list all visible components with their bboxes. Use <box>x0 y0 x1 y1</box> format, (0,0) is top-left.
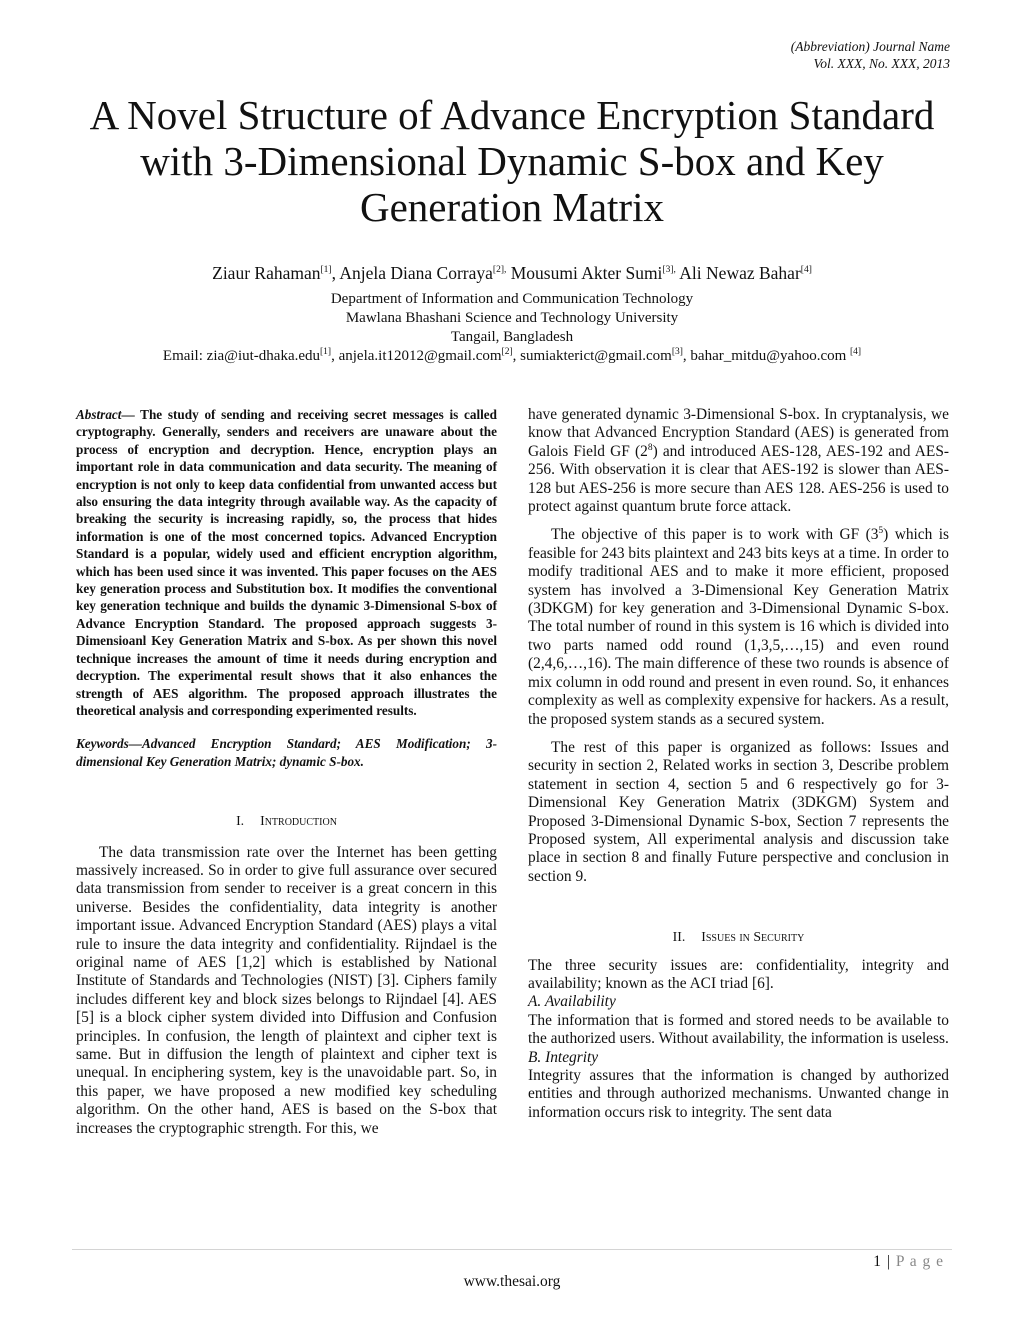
journal-name: (Abbreviation) Journal Name <box>790 39 950 54</box>
keywords-text: Advanced Encryption Standard; AES Modification; 3-dimensional Key Generation Matrix; dynamic S-box. <box>76 736 497 769</box>
university: Mawlana Bhashani Science and Technology University <box>345 310 679 326</box>
email-address[interactable]: sumiakterict@gmail.com <box>520 348 672 364</box>
section-heading-introduction <box>76 812 497 830</box>
author-separator: , <box>331 263 340 283</box>
journal-header <box>791 38 950 72</box>
department: Department of Information and Communication Technology <box>330 291 694 307</box>
paragraph: The information that is formed and stored needs to be available to the authorized users. Without availability, the information is useless. <box>528 1011 949 1048</box>
section-title: Issues in Security <box>701 929 805 945</box>
email-label: Email: <box>162 348 207 364</box>
email-separator: , <box>682 348 691 364</box>
author-name: Anjela Diana Corraya <box>339 263 493 283</box>
title-line: Generation Matrix <box>360 184 664 230</box>
page-number-value: 1 <box>873 1253 882 1270</box>
abstract <box>76 406 497 719</box>
section-number: II. <box>672 929 686 945</box>
section-heading-issues <box>528 928 949 946</box>
abstract-text: The study of sending and receiving secret messages is called cryptography. Generally, senders and receivers are unaware about the process of encryption and decryption. Hence, encryption plays an important role in data communication and data security. The meaning of encryption is not only to keep data confidential from unwanted access but also ensuring the data integrity through available way. As the capacity of breaking the security is increasing rapidly, so, the process that hides information is one of the most concerned topics. Advanced Encryption Standard is a popular, widely used and efficient encryption algorithm, which has been used since it was invented. This paper focuses on the AES key generation process and Substitution box. It modifies the conventional key generation technique and builds the dynamic 3-Dimensional S-box of Advance Encryption Standard. The proposed approach suggests 3-Dimensioanl Key Generation Matrix and S-box. As per shown this novel technique increases the amount of time it needs during encryption and decryption. The experimental result shows that it also enhances the strength of AES algorithm. The proposed approach illustrates the theoretical analysis and corresponding experimented results. <box>76 407 497 718</box>
page-number-separator: | <box>881 1253 896 1270</box>
author-ref: [4] <box>800 265 812 276</box>
author-ref: [2], <box>492 265 507 276</box>
author-name: Ali Newaz Bahar <box>679 263 801 283</box>
email-ref: [1] <box>320 347 332 357</box>
author-ref: [3], <box>662 265 676 276</box>
keywords <box>76 735 497 770</box>
title-line: with 3-Dimensional Dynamic S-box and Key <box>140 138 884 184</box>
page-label: P a g e <box>895 1253 944 1270</box>
email-ref: [3] <box>671 347 683 357</box>
section-number: I. <box>236 813 245 829</box>
keywords-dash: — <box>128 736 142 752</box>
email-separator: , <box>512 348 521 364</box>
left-column <box>76 406 497 1138</box>
right-column <box>528 406 949 1122</box>
email-address[interactable]: zia@iut-dhaka.edu <box>206 348 321 364</box>
footer-divider <box>72 1249 952 1250</box>
author-name: Ziaur Rahaman <box>212 263 321 283</box>
keywords-label: Keywords <box>76 736 129 752</box>
email-address[interactable]: bahar_mitdu@yahoo.com <box>690 348 851 364</box>
title-line: A Novel Structure of Advance Encryption Standard <box>89 92 935 138</box>
paper-title <box>60 92 964 230</box>
journal-volume: Vol. XXX, No. XXX, 2013 <box>813 56 950 71</box>
author-list <box>60 262 964 284</box>
paragraph: The data transmission rate over the Internet has been getting massively increased. So in order to give full assurance over secured data transmission from sender to receiver is a great concern in this universe. Besides the confidentiality, data integrity is another important issue. Advanced Encryption Standard (AES) plays a vital rule to insure the data integrity and confidentiality. Rijndael is the original name of AES [1,2] which is established by National Institute of Standards and Technologies (NIST) [3]. Ciphers family includes different key and block sizes belongs to Rijndael [4]. AES [5] is a block cipher system divided into Diffusion and Confusion principles. In confusion, the length of plaintext and cipher text is same. But in diffusion the length of plaintext and cipher text is unequal. In enciphering system, key is the unavoidable part. So, in this paper, we have proposed a new modified key scheduling algorithm. On the other hand, AES is based on the S-box that increases the cryptographic strength. For this, we <box>76 843 497 1137</box>
paragraph: The rest of this paper is organized as follows: Issues and security in section 2, Related works in section 3, Describe problem statement in section 4, section 5 and 6 respectively go for 3-Dimensional Key Generation Matrix (3DKGM) System and Proposed 3-Dimensional Dynamic S-box, Section 7 represents the Proposed system, All experimental analysis and discussion take place in section 8 and finally Future perspective and conclusion in section 9. <box>528 738 949 885</box>
affiliation <box>60 290 964 347</box>
website-link[interactable]: www.thesai.org <box>463 1273 561 1290</box>
subsection-heading-availability: A. Availability <box>528 993 616 1011</box>
paragraph-continued: have generated dynamic 3-Dimensional S-box. In cryptanalysis, we know that Advanced Encryption Standard (AES) is generated from Galois Field GF $(2^8)$ and introduced AES-128, AES-192 and AES-256. With observation it is clear that AES-192 is slower than AES-128 but AES-256 is more secure than AES 128. AES-256 is used to protect against quantum brute force attack. <box>528 406 950 516</box>
author-name: Mousumi Akter Sumi <box>510 263 663 283</box>
abstract-label: Abstract <box>76 407 122 422</box>
subsection-heading-integrity: B. Integrity <box>528 1048 599 1066</box>
author-ref: [1] <box>320 265 332 276</box>
location: Tangail, Bangladesh <box>450 329 574 345</box>
section-title: Introduction <box>260 813 337 829</box>
page-number <box>873 1253 944 1271</box>
email-ref: [2] <box>501 347 513 357</box>
email-ref: [4] <box>850 347 862 357</box>
email-address[interactable]: anjela.it12012@gmail.com <box>338 348 502 364</box>
paragraph: The three security issues are: confidentiality, integrity and availability; known as the ACI triad [6]. <box>528 956 949 992</box>
email-line <box>60 347 964 366</box>
paragraph: Integrity assures that the information is changed by authorized entities and through authorized mechanisms. Unwanted change in information occurs risk to integrity. The sent data <box>528 1067 949 1121</box>
paragraph: The objective of this paper is to work with GF $(3^5)$ which is feasible for 243 bits plaintext and 243 bits keys at a time. In order to modify traditional AES and to make it more efficient, proposed system has involved a 3-Dimensional Key Generation Matrix (3DKGM) for key generation and 3-Dimensional Dynamic S-box. The total number of round in this system is 16 which is divided into two parts named odd round (1,3,5,…,15) and even round (2,4,6,…,16). The main difference of these two rounds is absence of mix column in odd round and present in even round. So, it enhances complexity as well as complexity expensive for hackers. As a result, the proposed system stands as a secured system. <box>528 526 950 728</box>
abstract-dash: — <box>121 407 141 422</box>
email-separator: , <box>331 348 339 364</box>
